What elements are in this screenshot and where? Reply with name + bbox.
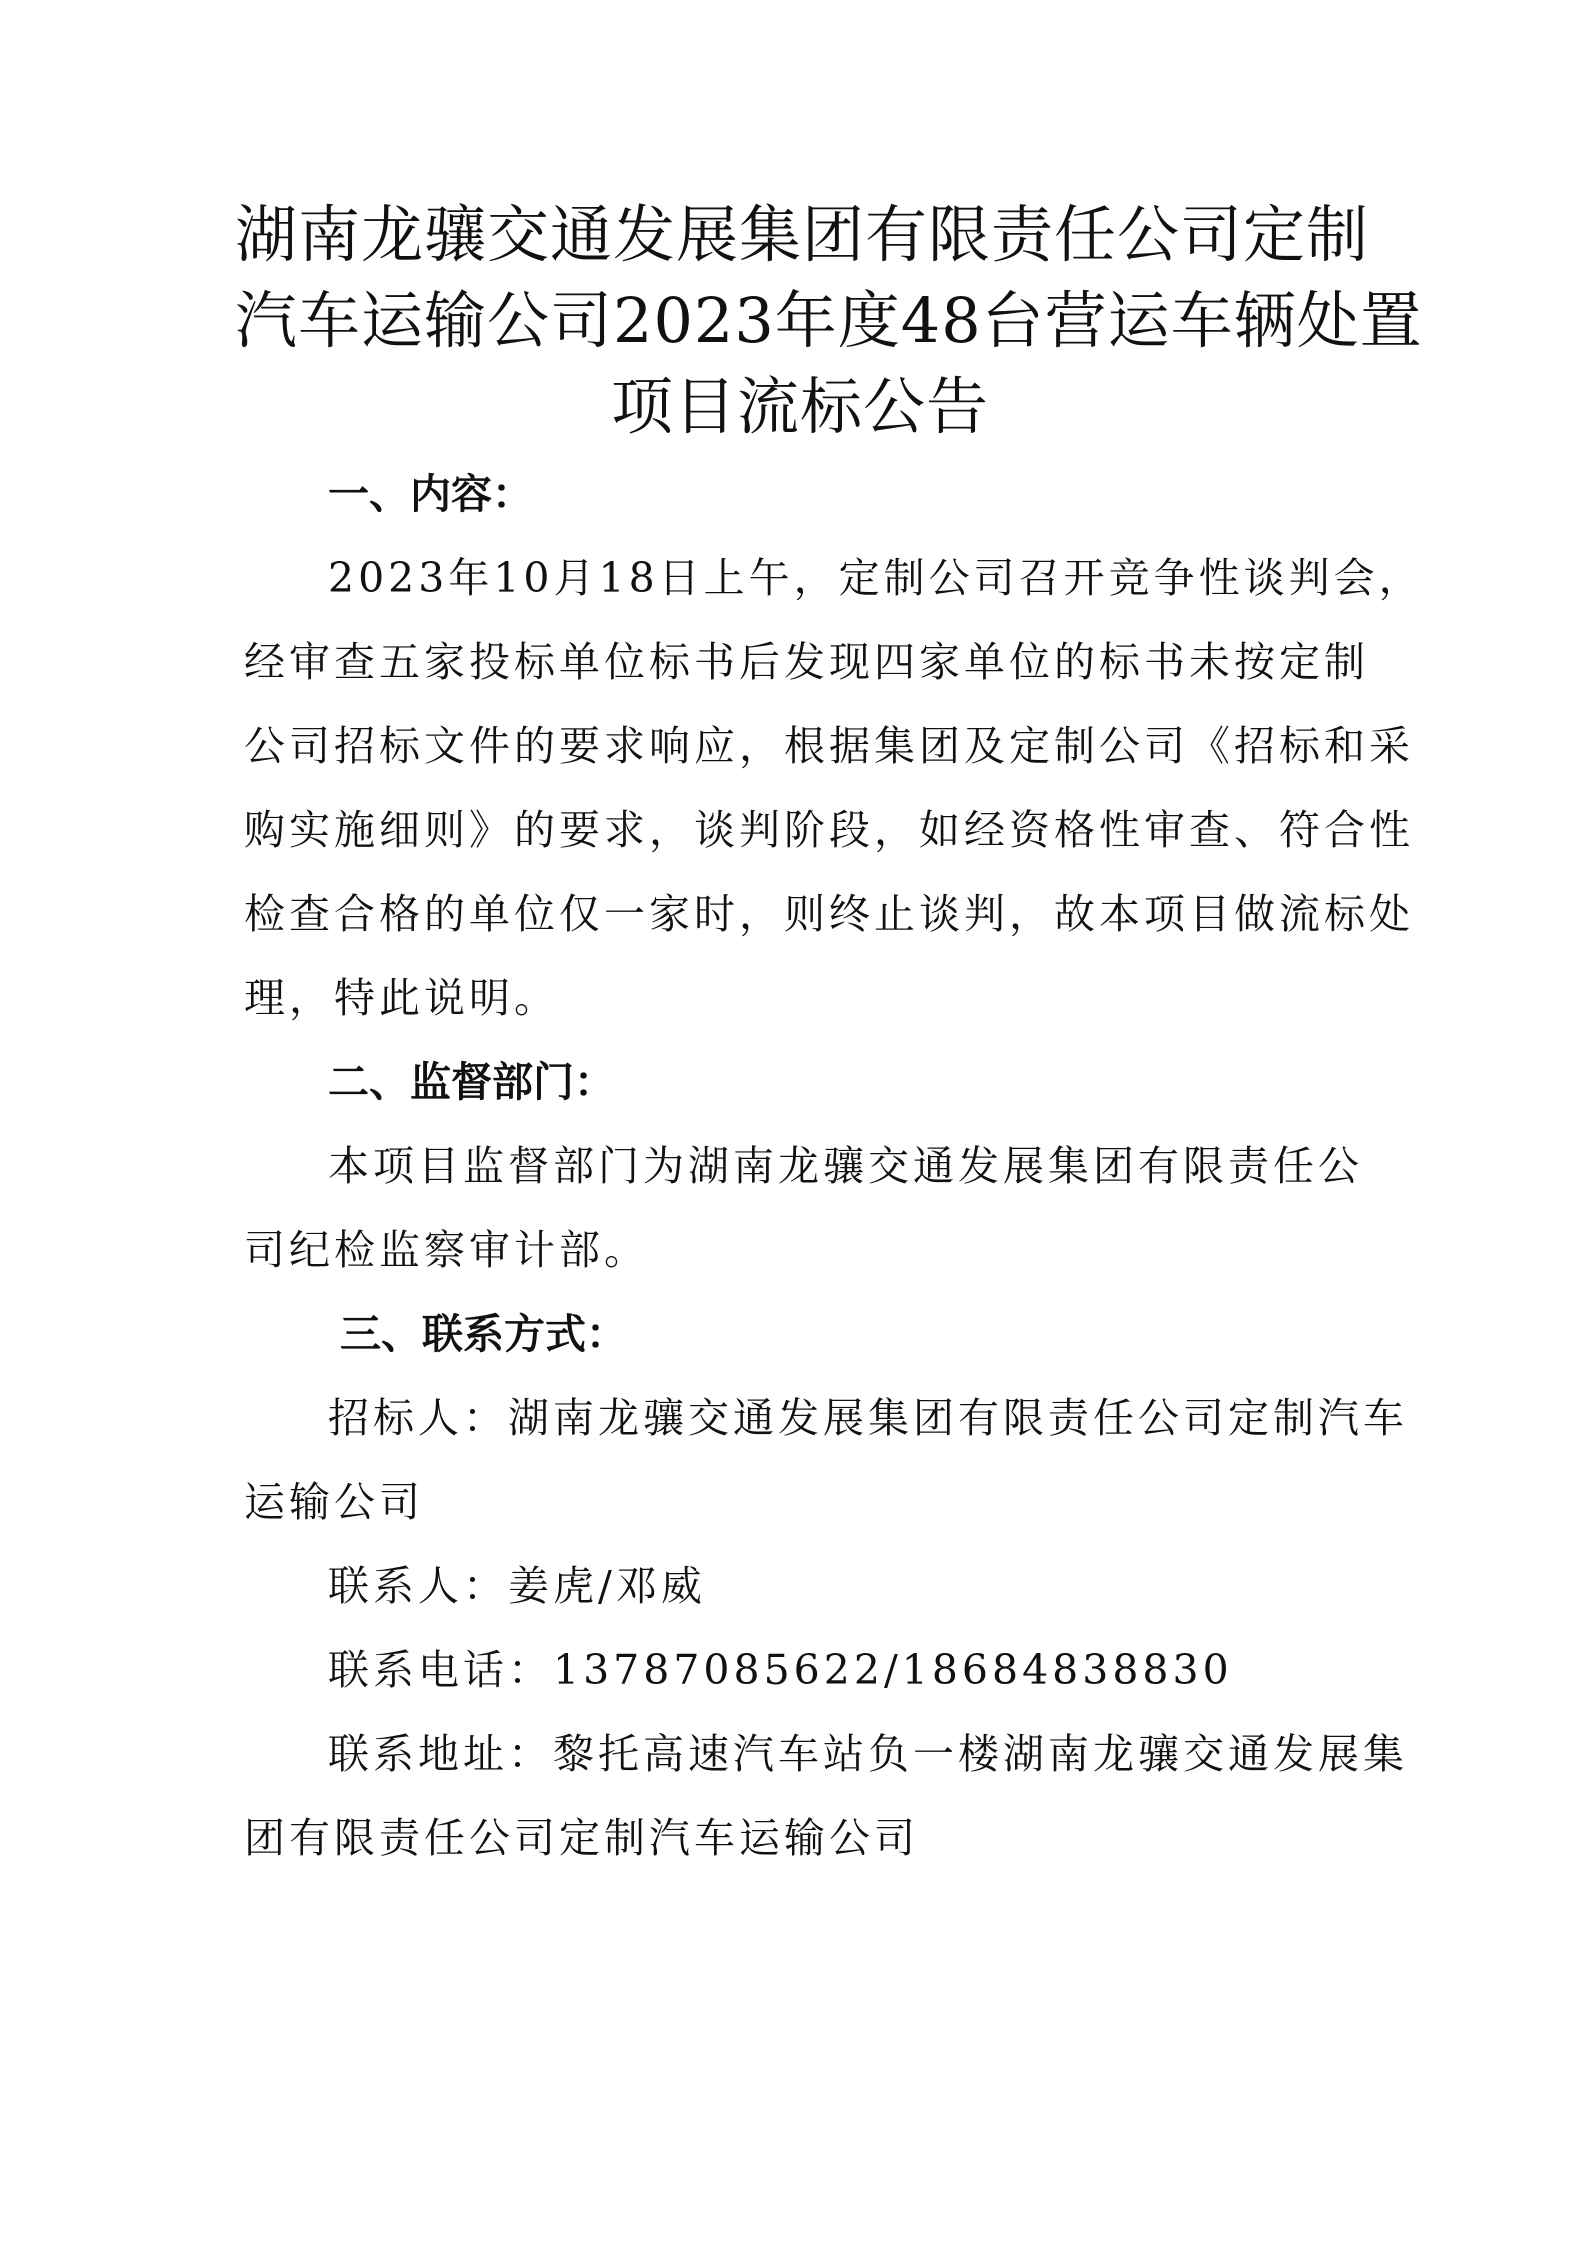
address-paragraph <box>244 1712 1408 1880</box>
title-line-2: 汽车运输公司2023年度48台营运车辆处置 <box>235 284 1423 357</box>
tenderer-line-2: 运输公司 <box>244 1478 424 1526</box>
section-heading-supervision: 二、监督部门： <box>328 1058 615 1106</box>
tenderer-line-1: 招标人：湖南龙骧交通发展集团有限责任公司定制汽车 <box>328 1394 1408 1442</box>
document-title <box>235 192 1423 450</box>
content-line-4: 购实施细则》的要求，谈判阶段，如经资格性审查、符合性 <box>244 806 1414 854</box>
content-paragraph <box>244 536 1424 1040</box>
content-line-2: 经审查五家投标单位标书后发现四家单位的标书未按定制 <box>244 638 1369 686</box>
section-heading-content: 一、内容： <box>328 470 533 518</box>
tenderer-paragraph <box>244 1376 1408 1544</box>
address-line-2: 团有限责任公司定制汽车运输公司 <box>244 1814 919 1862</box>
supervision-line-2: 司纪检监察审计部。 <box>244 1226 649 1274</box>
address-line-1: 联系地址：黎托高速汽车站负一楼湖南龙骧交通发展集 <box>328 1730 1408 1778</box>
supervision-line-1: 本项目监督部门为湖南龙骧交通发展集团有限责任公 <box>328 1142 1363 1190</box>
content-line-5: 检查合格的单位仅一家时，则终止谈判，故本项目做流标处 <box>244 890 1414 938</box>
contact-phone: 联系电话：13787085622/18684838830 <box>328 1646 1233 1694</box>
title-line-1: 湖南龙骧交通发展集团有限责任公司定制 <box>235 198 1370 271</box>
supervision-paragraph <box>244 1124 1363 1292</box>
title-line-3: 项目流标公告 <box>610 370 989 443</box>
document-body <box>244 452 1424 1880</box>
section-heading-contact: 三、联系方式： <box>340 1310 627 1358</box>
content-line-3: 公司招标文件的要求响应，根据集团及定制公司《招标和采 <box>244 722 1414 770</box>
contact-person: 联系人：姜虎/邓威 <box>328 1562 706 1610</box>
content-line-1: 2023年10月18日上午，定制公司召开竞争性谈判会， <box>328 554 1424 602</box>
content-line-6: 理，特此说明。 <box>244 974 559 1022</box>
